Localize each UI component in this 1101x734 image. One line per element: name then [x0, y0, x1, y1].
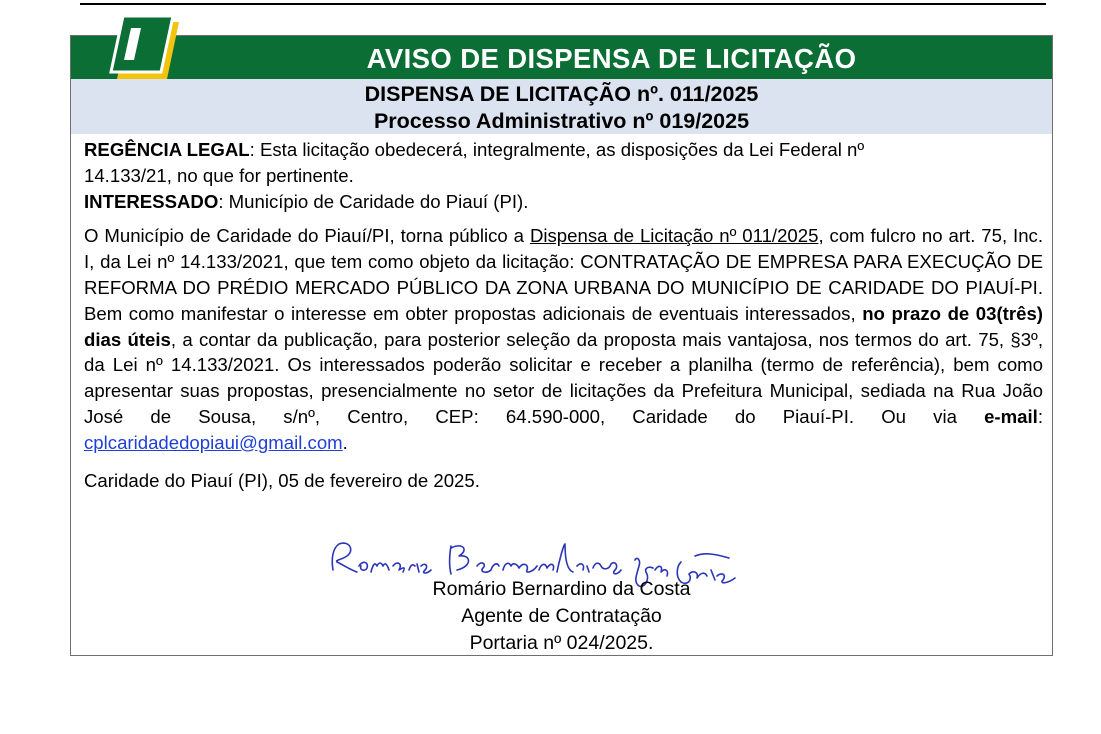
interessado-text: : Município de Caridade do Piauí (PI).	[218, 190, 529, 212]
main-text-3: , a contar da publicação, para posterior seleção da proposta mais vantajosa, nos termos do art. 75, §3º, da Lei nº 14.133/2021. Os interessados poderão solicitar e receber a planilha (termo de referência), bem como apresentar suas propostas, presencialmente no setor de licitações da Prefeitura Municipal, sediada na Rua João José de Sousa, s/nº, Centro, CEP: 64.590-000, Caridade do Piauí-PI. Ou via	[84, 328, 1043, 427]
regencia-paragraph	[84, 137, 1043, 189]
process-number: Processo Administrativo nº 019/2025	[373, 109, 750, 133]
date-line: Caridade do Piauí (PI), 05 de fevereiro de 2025.	[84, 469, 480, 491]
main-text-2: , com fulcro no art. 75, Inc. I, da Lei nº 14.133/2021, que tem como objeto da licitação: CONTRATAÇÃO DE EMPRESA PARA EXECUÇÃO DE REFORMA DO PRÉDIO MERCADO PÚBLICO DA ZONA URBANA DO MUNICÍPIO DE CARIDADE DO PIAUÍ-PI. Bem como manifestar o interesse em obter propostas adicionais de eventuais interessados,	[84, 225, 1044, 324]
dispensa-number: DISPENSA DE LICITAÇÃO nº. 011/2025	[364, 82, 759, 106]
email-label: e-mail	[984, 405, 1038, 427]
main-text-1: O Município de Caridade do Piauí/PI, torna público a	[84, 225, 530, 247]
signatory-name: Romário Bernardino da Costa	[432, 578, 691, 600]
regencia-line2: 14.133/21, no que for pertinente.	[84, 164, 354, 186]
main-paragraph	[84, 223, 1043, 455]
notice-body	[84, 137, 1043, 493]
regencia-line1: : Esta licitação obedecerá, integralmente, as disposições da Lei Federal nº	[249, 139, 865, 160]
notice-frame	[70, 35, 1053, 656]
signatory-portaria: Portaria nº 024/2025.	[469, 632, 654, 654]
title-bar	[71, 36, 1052, 79]
process-band	[71, 79, 1052, 134]
main-end: .	[342, 431, 348, 453]
email-colon: :	[1037, 405, 1043, 427]
brazil-flag-logo-icon	[107, 16, 187, 84]
top-rule	[80, 3, 1046, 5]
dispensa-reference: Dispensa de Licitação nº 011/2025	[529, 225, 819, 247]
interessado-paragraph	[84, 189, 1043, 215]
notice-title: AVISO DE DISPENSA DE LICITAÇÃO	[366, 43, 857, 74]
signatory-role: Agente de Contratação	[461, 605, 662, 627]
regencia-label: REGÊNCIA LEGAL	[84, 139, 250, 160]
interessado-label: INTERESSADO	[84, 190, 219, 212]
deadline-text: no prazo de 03(três) dias úteis	[84, 302, 1043, 350]
signature-block	[71, 576, 1052, 657]
email-link[interactable]: cplcaridadedopiaui@gmail.com	[84, 431, 343, 453]
